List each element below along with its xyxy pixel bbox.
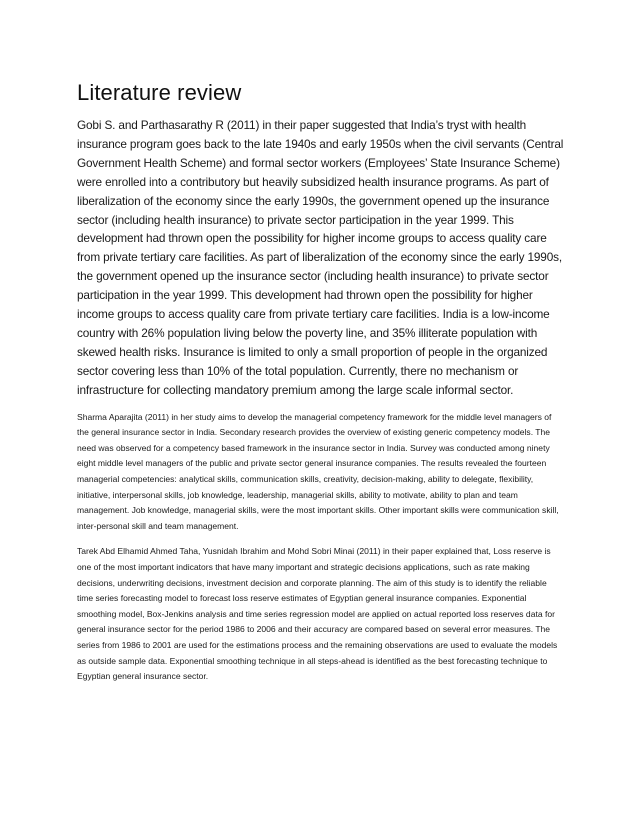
- page-title: Literature review: [77, 80, 242, 105]
- document-body: [77, 80, 565, 695]
- paragraph-tarek-taha: Tarek Abd Elhamid Ahmed Taha, Yusnidah Ibrahim and Mohd Sobri Minai (2011) in their paper explained that, Loss reserve is one of the most important indicators that have many important and strategic decisions applications, such as rate making decisions, underwriting decisions, investment decision and corporate planning. The aim of this study is to identify the reliable time series forecasting model to forecast loss reserve estimates of Egyptian general insurance companies. Exponential smoothing model, Box-Jenkins analysis and time series regression model are applied on actual reported loss reserves data for general insurance sector for the period 1986 to 2006 and their accuracy are compared based on several error measures. The series from 1986 to 2001 are used for the estimations process and the remaining observations are used to evaluate the models as outside sample data. Exponential smoothing technique in all steps-ahead is identified as the best forecasting technique to Egyptian general insurance sector.: [77, 546, 558, 682]
- paragraph-gobi-parthasarathy: Gobi S. and Parthasarathy R (2011) in their paper suggested that India’s tryst with health insurance program goes back to the late 1940s and early 1950s when the civil servants (Central Government Health Scheme) and formal sector workers (Employees’ State Insurance Scheme) were enrolled into a contributory but heavily subsidized health insurance programs. As part of liberalization of the economy since the early 1990s, the government opened up the insurance sector (including health insurance) to private sector participation in the year 1999. This development had thrown open the possibility for higher income groups to access quality care from private tertiary care facilities. As part of liberalization of the economy since the early 1990s, the government opened up the insurance sector (including health insurance) to private sector participation in the year 1999. This development had thrown open the possibility for higher income groups to access quality care from private tertiary care facilities. India is a low-income country with 26% population living below the poverty line, and 35% illiterate population with skewed health risks. Insurance is limited to only a small proportion of people in the organized sector covering less than 10% of the total population. Currently, there no mechanism or infrastructure for collecting mandatory premium among the large scale informal sector.: [77, 118, 564, 397]
- paragraph-sharma-aparajita: Sharma Aparajita (2011) in her study aims to develop the managerial competency framework for the middle level managers of the general insurance sector in India. Secondary research provides the overview of existing generic competency models. The need was observed for a competency based framework in the insurance sector in India. Survey was conducted among ninety eight middle level managers of the public and private sector general insurance companies. The results revealed the fourteen managerial competencies: analytical skills, communication skills, creativity, decision-making, ability to delegate, flexibility, initiative, interpersonal skills, job knowledge, leadership, managerial skills, ability to motivate, ability to plan and team management. Job knowledge, managerial skills, were the most important skills. Other important skills were communication skill, inter-personal skill and team management.: [77, 411, 559, 531]
